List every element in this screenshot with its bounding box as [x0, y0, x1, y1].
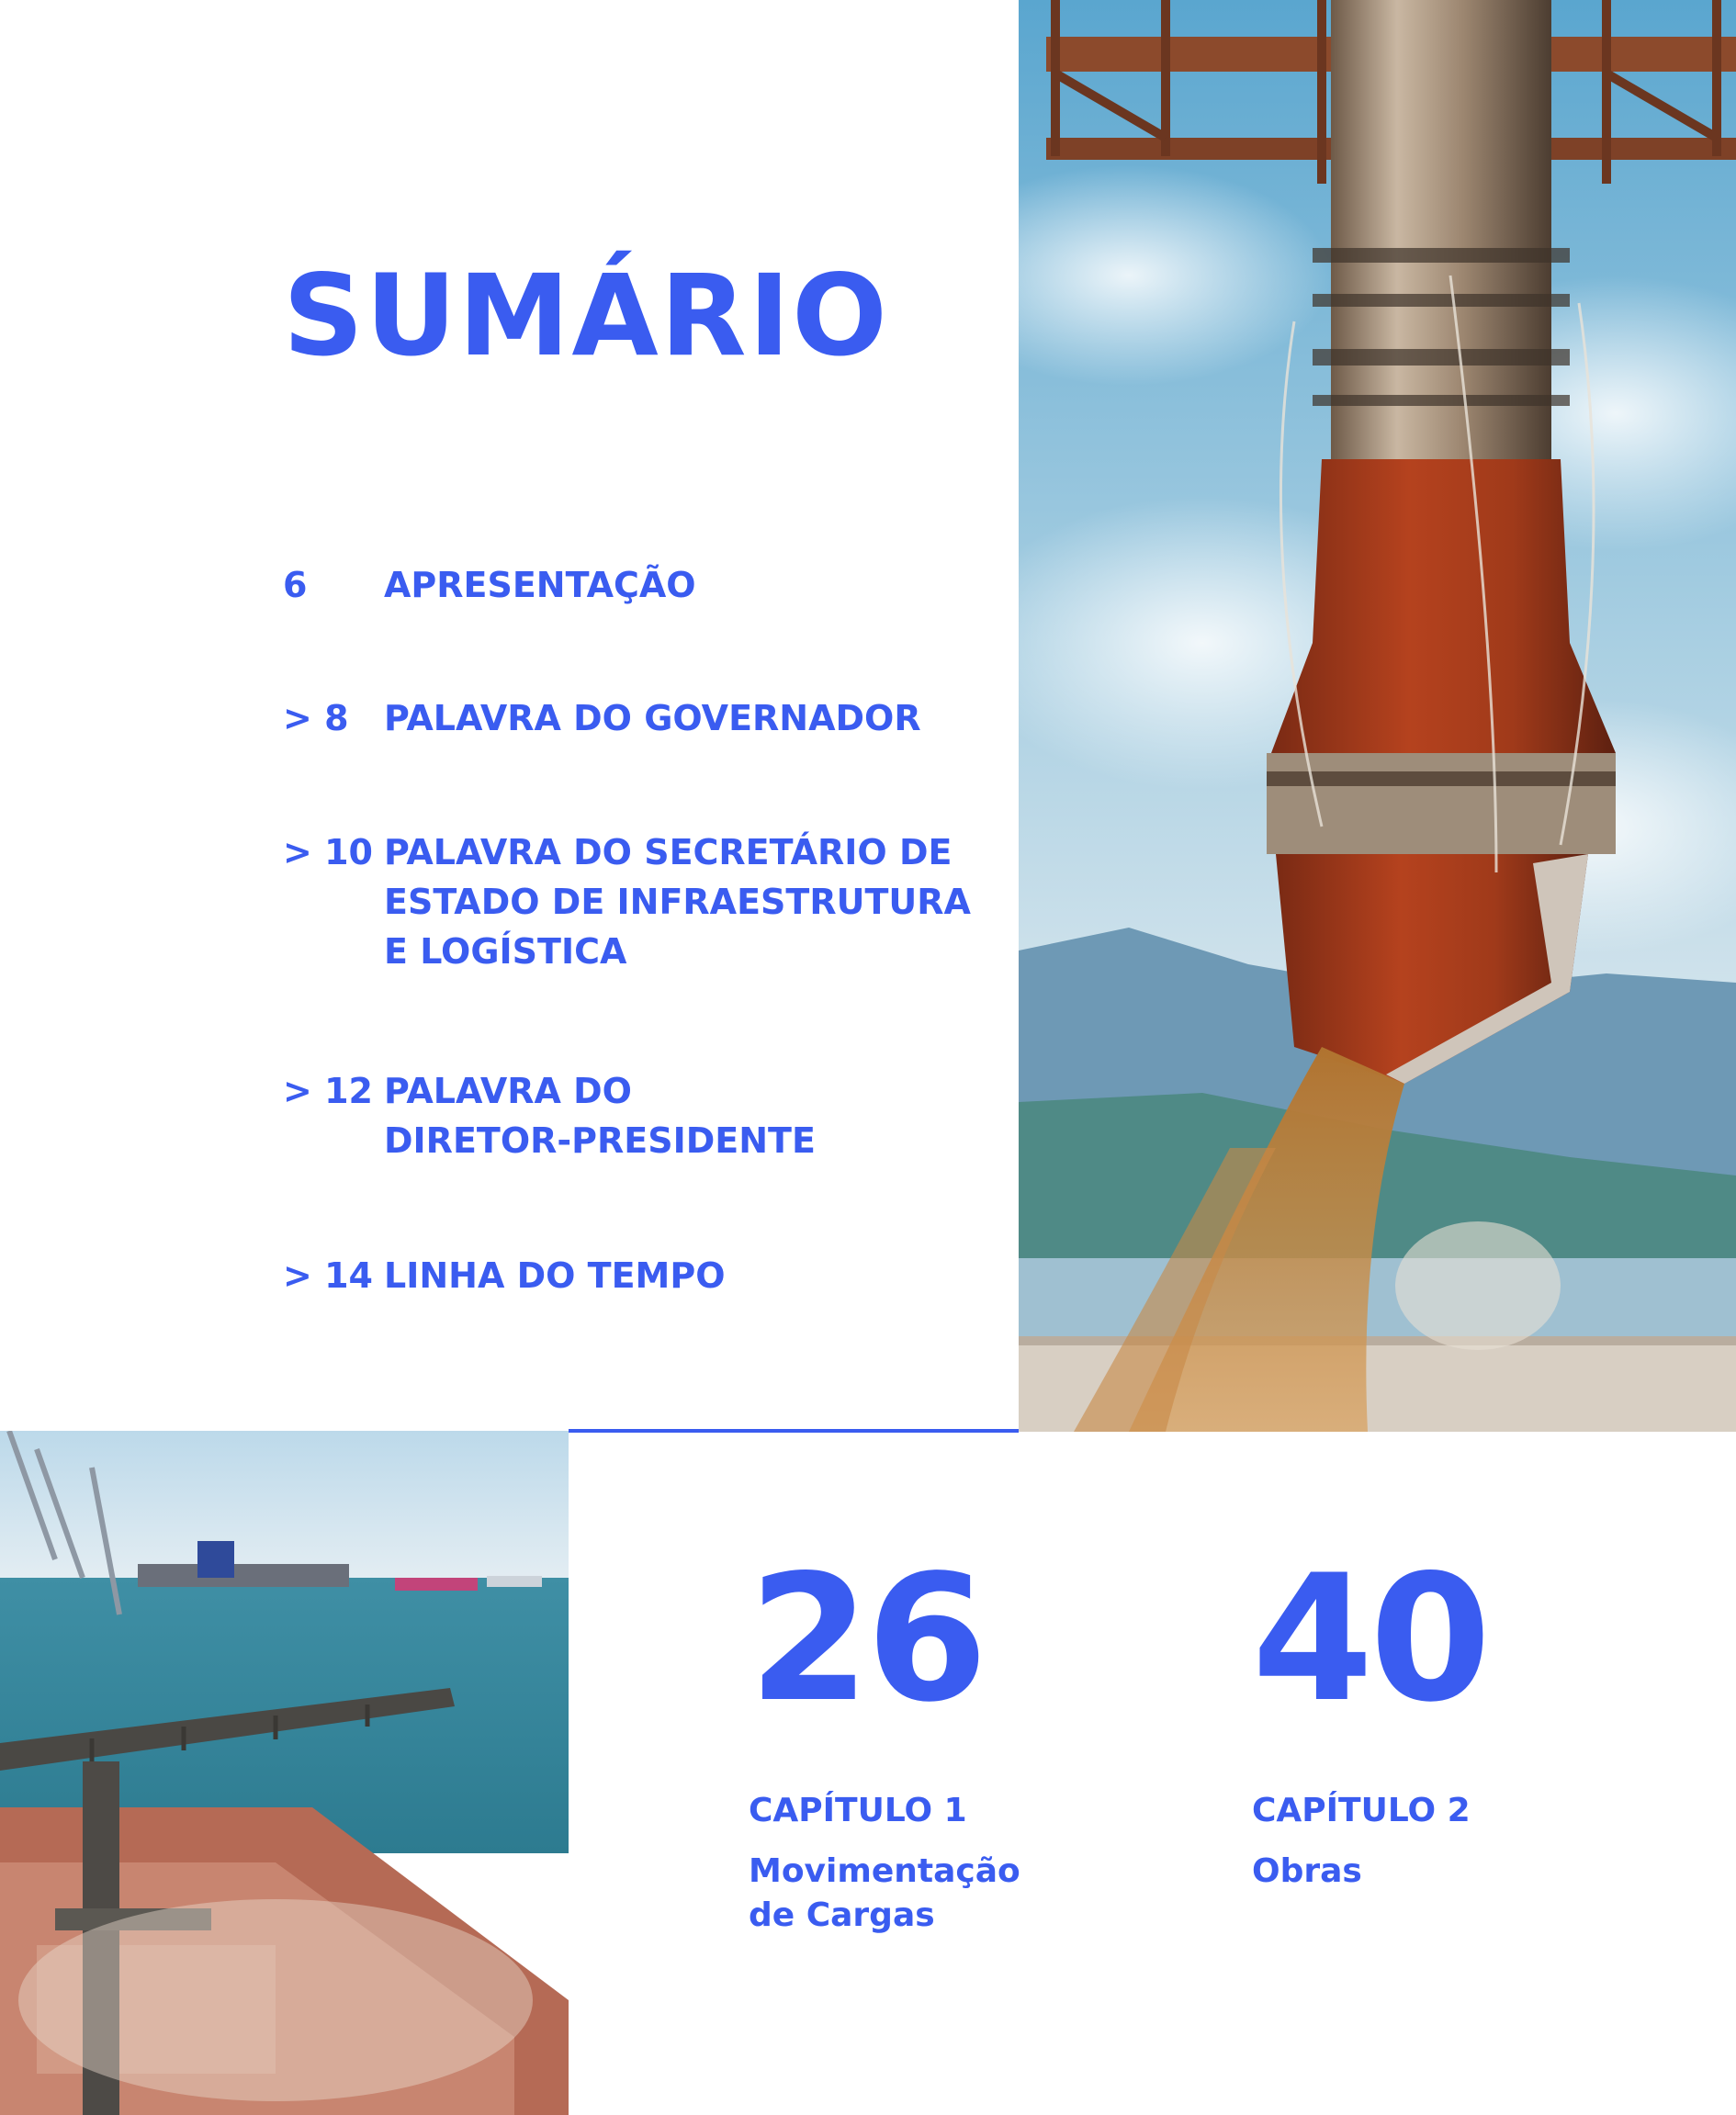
toc-label: PALAVRA DO SECRETÁRIO DE ESTADO DE INFRAESTRUTURA E LOGÍSTICA [384, 832, 971, 972]
toc-label: PALAVRA DO GOVERNADOR [384, 698, 921, 738]
divider-line [569, 1429, 1019, 1433]
chapter-page-number: 26 [749, 1537, 985, 1740]
chapter-2[interactable] [1252, 1537, 1488, 1894]
toc-label: LINHA DO TEMPO [384, 1255, 726, 1296]
toc-page-number: > 10 [283, 832, 373, 872]
toc-page-number: > 8 [283, 698, 349, 738]
chapter-label: CAPÍTULO 1 [749, 1792, 967, 1829]
toc-label: APRESENTAÇÃO [384, 565, 696, 605]
port-ships-photo [0, 1431, 569, 2115]
chapter-label: CAPÍTULO 2 [1252, 1792, 1471, 1829]
toc-page-number: 6 [283, 565, 308, 605]
ship-loader-photo [1019, 0, 1736, 1432]
page-title: SUMÁRIO [283, 251, 889, 381]
toc-label: PALAVRA DO DIRETOR-PRESIDENTE [384, 1071, 816, 1161]
chapter-1[interactable] [749, 1537, 1020, 1938]
toc-page-number: > 12 [283, 1071, 373, 1111]
chapter-page-number: 40 [1252, 1537, 1488, 1740]
chapter-title: Movimentação de Cargas [749, 1852, 1020, 1934]
toc-page-number: > 14 [283, 1255, 373, 1296]
chapter-title: Obras [1252, 1852, 1362, 1890]
